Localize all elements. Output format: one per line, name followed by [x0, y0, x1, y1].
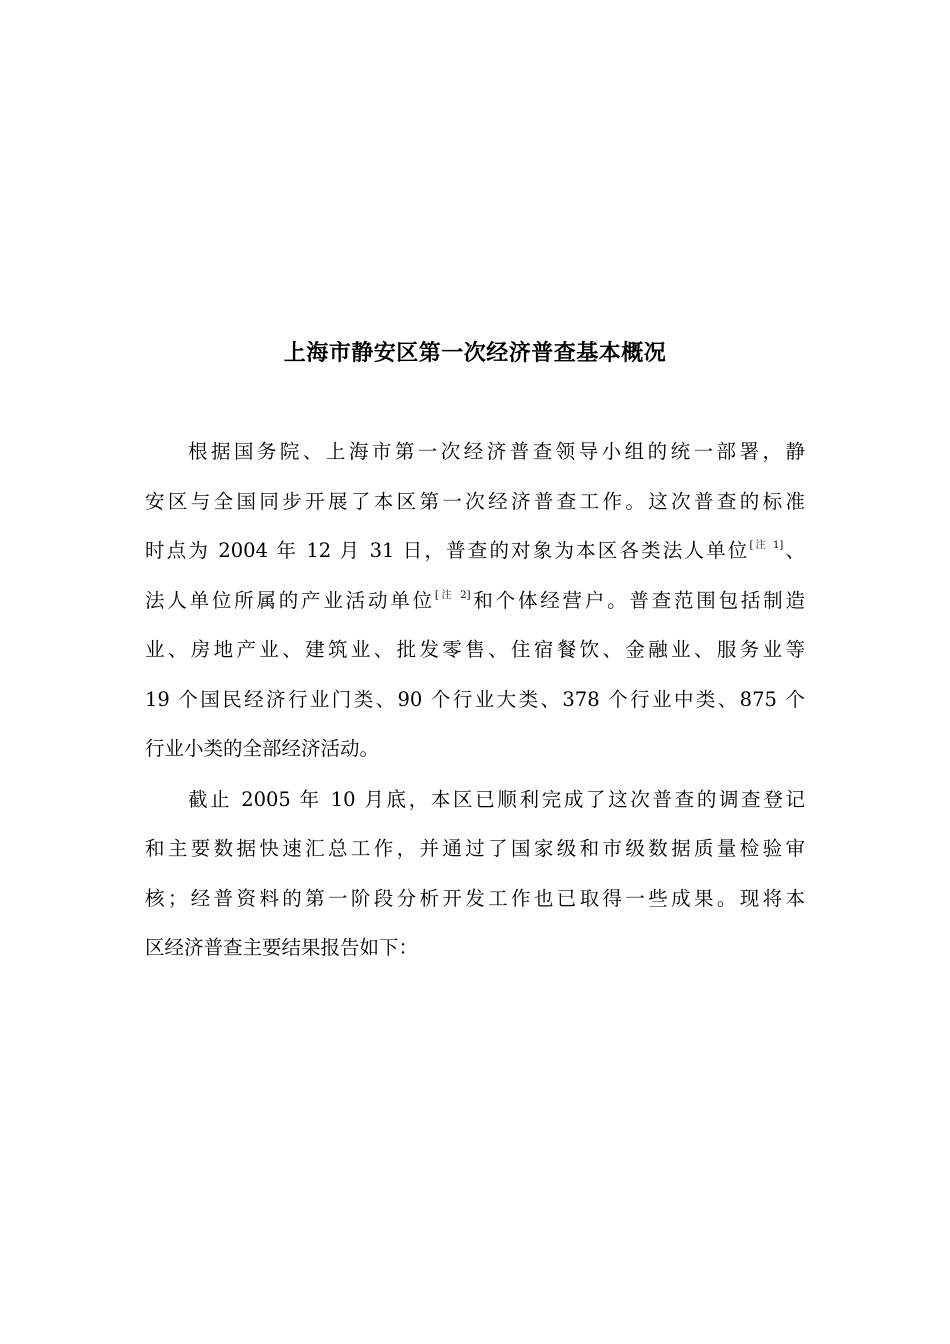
paragraph-1-line-3 [145, 536, 805, 566]
paragraph-1-line-3-tail: 、 [783, 539, 805, 562]
paragraph-2-line-3: 核；经普资料的第一阶段分析开发工作也已取得一些成果。现将本 [145, 887, 805, 910]
paragraph-1-line-2: 安区与全国同步开展了本区第一次经济普查工作。这次普查的标准 [145, 490, 805, 513]
footnote-ref-1[interactable]: [注 1] [749, 540, 784, 551]
paragraph-1-line-1: 根据国务院、上海市第一次经济普查领导小组的统一部署，静 [188, 440, 805, 463]
paragraph-1-line-3-text: 时点为 2004 年 12 月 31 日，普查的对象为本区各类法人单位 [145, 539, 750, 562]
paragraph-1-line-4-tail: 和个体经营户。普查范围包括制造 [470, 589, 805, 612]
document-title: 上海市静安区第一次经济普查基本概况 [283, 341, 667, 366]
paragraph-1-line-4-text: 法人单位所属的产业活动单位 [145, 589, 435, 612]
paragraph-1-line-4 [145, 586, 805, 616]
footnote-ref-2[interactable]: [注 2] [434, 590, 471, 601]
paragraph-2-line-2: 和主要数据快速汇总工作，并通过了国家级和市级数据质量检验审 [145, 837, 805, 860]
paragraph-2-line-1: 截止 2005 年 10 月底，本区已顺利完成了这次普查的调查登记 [188, 788, 805, 811]
paragraph-1-line-7: 行业小类的全部经济活动。 [145, 737, 380, 760]
paragraph-2-line-4: 区经济普查主要结果报告如下： [145, 936, 419, 959]
paragraph-1-line-5: 业、房地产业、建筑业、批发零售、住宿餐饮、金融业、服务业等 [145, 638, 805, 661]
paragraph-1-line-6: 19 个国民经济行业门类、90 个行业大类、378 个行业中类、875 个 [145, 688, 805, 711]
